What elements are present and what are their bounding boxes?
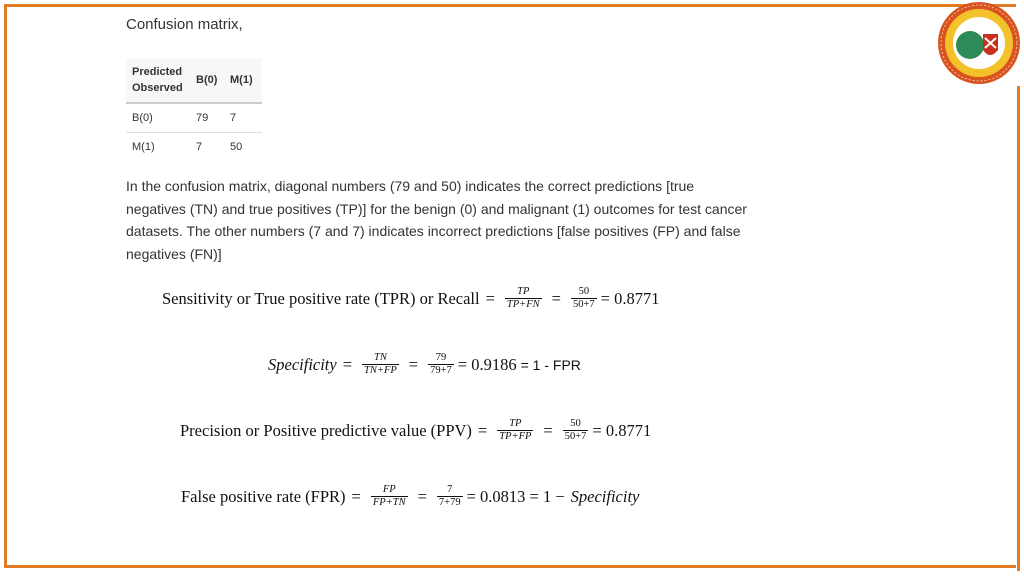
numerator: 50 [578, 286, 590, 297]
equals-sign: = [408, 354, 419, 374]
fraction [428, 352, 454, 377]
fraction [371, 484, 408, 509]
table-cell: 7 [190, 133, 224, 162]
row-label: B(0) [126, 103, 190, 133]
observed-label: Observed [132, 82, 183, 94]
numerator: TN [373, 352, 387, 363]
result-value: = 0.8771 [600, 288, 660, 308]
denominator: TN+FP [364, 365, 397, 376]
section-heading: Confusion matrix, [126, 16, 243, 33]
numerator: 7 [447, 484, 453, 495]
denominator: TP+FP [499, 431, 532, 442]
slide-frame-right [1017, 86, 1020, 571]
equals-sign: = [551, 288, 561, 308]
university-logo [936, 0, 1022, 86]
equation-label: Specificity [268, 354, 337, 374]
equals-sign: = [543, 420, 553, 440]
equals-sign: = [342, 354, 353, 374]
predicted-label: Predicted [132, 66, 183, 78]
fraction [563, 418, 589, 443]
row-label: M(1) [126, 133, 190, 162]
sensitivity-equation [162, 286, 659, 311]
denominator: 7+79 [438, 497, 461, 508]
equation-label: Sensitivity or True positive rate (TPR) or Recall [162, 288, 480, 308]
table-header-row [126, 58, 262, 103]
denominator: 50+7 [564, 431, 587, 442]
denominator: TP+FN [506, 299, 540, 310]
table-corner-header [126, 58, 190, 103]
column-header: M(1) [224, 58, 262, 103]
equation-label: False positive rate (FPR) [181, 486, 346, 506]
fraction [505, 286, 542, 311]
result-value: = 0.0813 = 1 − [466, 486, 565, 506]
numerator: TP [509, 418, 522, 429]
fraction [497, 418, 533, 443]
fraction [571, 286, 597, 311]
specificity-term: Specificity [570, 486, 640, 506]
fraction [362, 352, 399, 377]
column-header: B(0) [190, 58, 224, 103]
numerator: FP [382, 484, 396, 495]
numerator: TP [517, 286, 530, 297]
result-value: = 0.8771 [592, 420, 652, 440]
equals-sign: = [351, 486, 361, 506]
fpr-relation: = 1 - FPR [520, 356, 581, 373]
fpr-equation [181, 484, 639, 509]
fraction [437, 484, 463, 509]
result-value: = 0.9186 [457, 354, 517, 374]
precision-equation [180, 418, 651, 443]
equals-sign: = [417, 486, 427, 506]
numerator: 50 [570, 418, 581, 429]
table-cell: 79 [190, 103, 224, 133]
equals-sign: = [485, 288, 495, 308]
equation-label: Precision or Positive predictive value (PPV) [180, 420, 472, 440]
table-row [126, 133, 262, 162]
denominator: 79+7 [430, 365, 452, 376]
table-cell: 50 [224, 133, 262, 162]
numerator: 79 [435, 352, 447, 363]
table-row [126, 103, 262, 133]
explanation-paragraph: In the confusion matrix, diagonal numbers (79 and 50) indicates the correct predictions [true negatives (TN) and true positives (TP)] for the benign (0) and malignant (1) outcomes for test cancer datasets. The other numbers (7 and 7) indicates incorrect predictions [false positives (FP) and false negatives (FN)] [126, 178, 747, 262]
table-cell: 7 [224, 103, 262, 133]
denominator: 50+7 [572, 299, 595, 310]
equals-sign: = [477, 420, 488, 440]
specificity-equation [268, 352, 581, 377]
confusion-matrix-table [126, 58, 262, 161]
denominator: FP+TN [372, 497, 406, 508]
